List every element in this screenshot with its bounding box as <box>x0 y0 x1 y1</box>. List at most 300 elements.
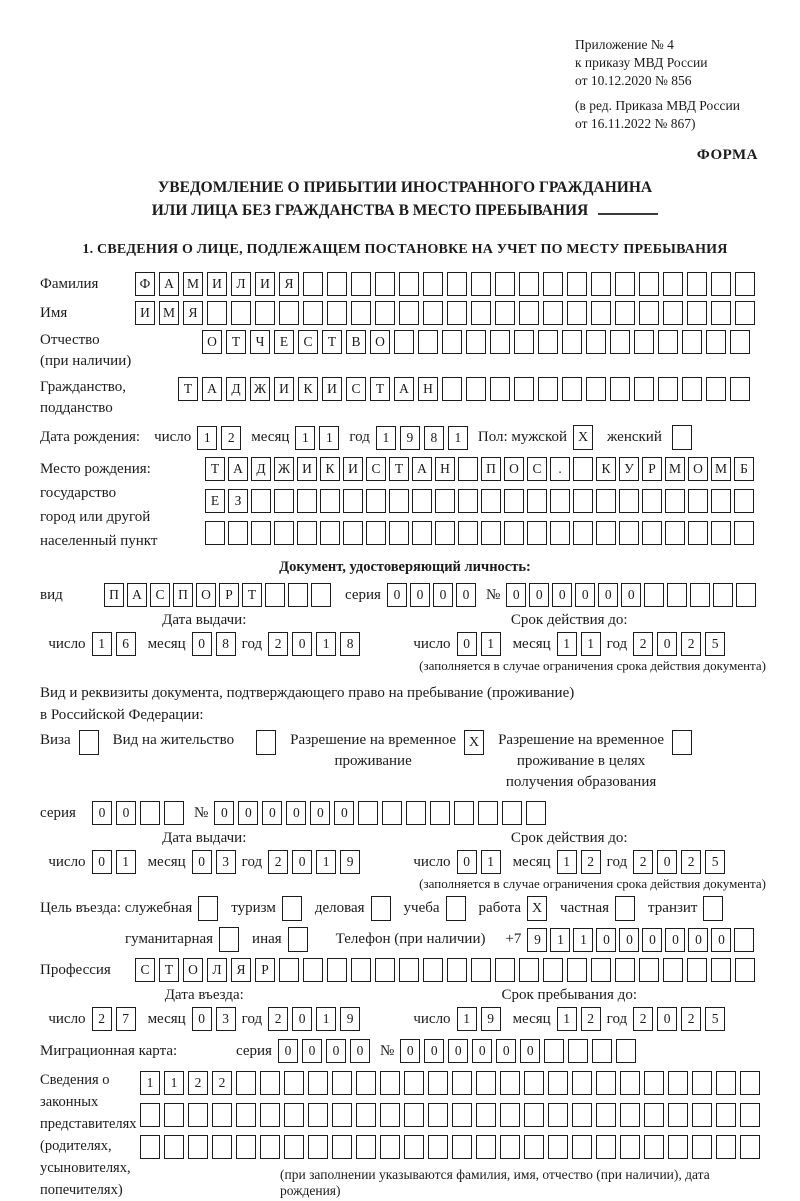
form-cell[interactable] <box>610 330 630 354</box>
form-cell[interactable] <box>519 272 539 296</box>
form-cell[interactable]: 2 <box>581 850 601 874</box>
form-cell[interactable]: 1 <box>557 850 577 874</box>
form-cell[interactable]: 2 <box>633 632 653 656</box>
form-cell[interactable] <box>502 801 522 825</box>
form-cell[interactable] <box>394 330 414 354</box>
form-cell[interactable] <box>404 1103 424 1127</box>
residence-permit-checkbox[interactable] <box>256 730 276 755</box>
form-cell[interactable]: 0 <box>619 928 639 952</box>
form-cell[interactable]: С <box>366 457 386 481</box>
form-cell[interactable]: Т <box>322 330 342 354</box>
form-cell[interactable]: Р <box>255 958 275 982</box>
form-cell[interactable]: З <box>228 489 248 513</box>
form-cell[interactable] <box>663 958 683 982</box>
form-cell[interactable] <box>682 377 702 401</box>
form-cell[interactable] <box>567 272 587 296</box>
form-cell[interactable] <box>251 489 271 513</box>
form-cell[interactable] <box>526 801 546 825</box>
form-cell[interactable] <box>430 801 450 825</box>
form-cell[interactable]: 1 <box>557 632 577 656</box>
form-cell[interactable]: 1 <box>295 426 315 450</box>
form-cell[interactable]: 1 <box>550 928 570 952</box>
form-cell[interactable] <box>735 301 755 325</box>
form-cell[interactable]: Т <box>178 377 198 401</box>
form-cell[interactable]: К <box>596 457 616 481</box>
form-cell[interactable] <box>591 958 611 982</box>
form-cell[interactable] <box>356 1135 376 1159</box>
form-cell[interactable] <box>716 1135 736 1159</box>
form-cell[interactable] <box>212 1135 232 1159</box>
form-cell[interactable]: 0 <box>596 928 616 952</box>
form-cell[interactable]: А <box>127 583 147 607</box>
form-cell[interactable] <box>284 1135 304 1159</box>
form-cell[interactable] <box>548 1071 568 1095</box>
form-cell[interactable]: С <box>346 377 366 401</box>
form-cell[interactable] <box>308 1135 328 1159</box>
form-cell[interactable]: Н <box>418 377 438 401</box>
form-cell[interactable] <box>452 1135 472 1159</box>
form-cell[interactable]: 0 <box>310 801 330 825</box>
form-cell[interactable]: 0 <box>410 583 430 607</box>
form-cell[interactable]: 1 <box>573 928 593 952</box>
form-cell[interactable] <box>442 377 462 401</box>
form-cell[interactable]: 2 <box>681 850 701 874</box>
form-cell[interactable] <box>332 1071 352 1095</box>
form-cell[interactable]: 9 <box>340 1007 360 1031</box>
form-cell[interactable]: А <box>228 457 248 481</box>
form-cell[interactable]: 1 <box>197 426 217 450</box>
form-cell[interactable] <box>495 958 515 982</box>
form-cell[interactable] <box>380 1135 400 1159</box>
form-cell[interactable] <box>644 1103 664 1127</box>
form-cell[interactable]: 0 <box>448 1039 468 1063</box>
form-cell[interactable] <box>423 272 443 296</box>
form-cell[interactable] <box>740 1071 760 1095</box>
form-cell[interactable]: 0 <box>457 632 477 656</box>
form-cell[interactable]: М <box>159 301 179 325</box>
form-cell[interactable] <box>435 489 455 513</box>
form-cell[interactable]: 1 <box>481 632 501 656</box>
form-cell[interactable]: Ф <box>135 272 155 296</box>
form-cell[interactable] <box>639 301 659 325</box>
form-cell[interactable] <box>351 958 371 982</box>
form-cell[interactable] <box>706 377 726 401</box>
form-cell[interactable] <box>596 521 616 545</box>
form-cell[interactable] <box>692 1103 712 1127</box>
form-cell[interactable]: И <box>135 301 155 325</box>
form-cell[interactable] <box>351 301 371 325</box>
form-cell[interactable]: К <box>320 457 340 481</box>
form-cell[interactable] <box>481 521 501 545</box>
form-cell[interactable]: 2 <box>581 1007 601 1031</box>
form-cell[interactable] <box>481 489 501 513</box>
form-cell[interactable] <box>665 521 685 545</box>
form-cell[interactable]: Д <box>226 377 246 401</box>
form-cell[interactable] <box>543 301 563 325</box>
form-cell[interactable]: 1 <box>457 1007 477 1031</box>
form-cell[interactable] <box>527 489 547 513</box>
form-cell[interactable] <box>514 330 534 354</box>
form-cell[interactable] <box>572 1071 592 1095</box>
form-cell[interactable] <box>311 583 331 607</box>
form-cell[interactable] <box>490 377 510 401</box>
form-cell[interactable] <box>615 958 635 982</box>
form-cell[interactable] <box>447 301 467 325</box>
form-cell[interactable]: И <box>207 272 227 296</box>
form-cell[interactable] <box>375 272 395 296</box>
form-cell[interactable] <box>399 958 419 982</box>
form-cell[interactable] <box>524 1103 544 1127</box>
form-cell[interactable] <box>452 1103 472 1127</box>
form-cell[interactable] <box>435 521 455 545</box>
form-cell[interactable]: К <box>298 377 318 401</box>
form-cell[interactable] <box>687 958 707 982</box>
form-cell[interactable] <box>274 489 294 513</box>
form-cell[interactable] <box>399 301 419 325</box>
form-cell[interactable] <box>140 1103 160 1127</box>
form-cell[interactable] <box>592 1039 612 1063</box>
form-cell[interactable]: М <box>183 272 203 296</box>
form-cell[interactable] <box>380 1071 400 1095</box>
form-cell[interactable] <box>327 272 347 296</box>
form-cell[interactable] <box>668 1135 688 1159</box>
form-cell[interactable] <box>356 1071 376 1095</box>
form-cell[interactable] <box>538 330 558 354</box>
form-cell[interactable] <box>303 272 323 296</box>
form-cell[interactable]: У <box>619 457 639 481</box>
form-cell[interactable]: О <box>688 457 708 481</box>
form-cell[interactable]: 2 <box>681 632 701 656</box>
form-cell[interactable] <box>140 801 160 825</box>
form-cell[interactable] <box>212 1103 232 1127</box>
form-cell[interactable] <box>389 521 409 545</box>
form-cell[interactable]: Т <box>389 457 409 481</box>
form-cell[interactable] <box>471 301 491 325</box>
form-cell[interactable] <box>573 457 593 481</box>
form-cell[interactable] <box>572 1103 592 1127</box>
form-cell[interactable] <box>332 1135 352 1159</box>
form-cell[interactable]: П <box>104 583 124 607</box>
form-cell[interactable]: 0 <box>278 1039 298 1063</box>
form-cell[interactable]: 7 <box>116 1007 136 1031</box>
form-cell[interactable] <box>356 1103 376 1127</box>
form-cell[interactable] <box>375 301 395 325</box>
form-cell[interactable]: 6 <box>116 632 136 656</box>
form-cell[interactable] <box>406 801 426 825</box>
form-cell[interactable] <box>591 301 611 325</box>
form-cell[interactable]: 0 <box>529 583 549 607</box>
form-cell[interactable] <box>586 330 606 354</box>
form-cell[interactable]: Р <box>219 583 239 607</box>
form-cell[interactable] <box>500 1135 520 1159</box>
form-cell[interactable]: 1 <box>316 1007 336 1031</box>
form-cell[interactable]: Т <box>159 958 179 982</box>
form-cell[interactable] <box>500 1071 520 1095</box>
form-cell[interactable]: Ж <box>250 377 270 401</box>
form-cell[interactable]: 3 <box>216 850 236 874</box>
form-cell[interactable] <box>274 521 294 545</box>
form-cell[interactable] <box>454 801 474 825</box>
form-cell[interactable] <box>332 1103 352 1127</box>
form-cell[interactable] <box>711 958 731 982</box>
form-cell[interactable] <box>642 489 662 513</box>
form-cell[interactable]: 0 <box>665 928 685 952</box>
form-cell[interactable] <box>687 301 707 325</box>
form-cell[interactable] <box>255 301 275 325</box>
form-cell[interactable] <box>591 272 611 296</box>
visa-checkbox[interactable] <box>79 730 99 755</box>
form-cell[interactable] <box>452 1071 472 1095</box>
form-cell[interactable] <box>573 489 593 513</box>
form-cell[interactable]: 0 <box>642 928 662 952</box>
form-cell[interactable]: 0 <box>657 1007 677 1031</box>
form-cell[interactable] <box>458 457 478 481</box>
form-cell[interactable]: Ч <box>250 330 270 354</box>
form-cell[interactable] <box>164 1135 184 1159</box>
form-cell[interactable] <box>596 1135 616 1159</box>
form-cell[interactable] <box>236 1135 256 1159</box>
other-checkbox[interactable] <box>288 927 308 952</box>
form-cell[interactable]: А <box>412 457 432 481</box>
form-cell[interactable] <box>690 583 710 607</box>
form-cell[interactable] <box>568 1039 588 1063</box>
form-cell[interactable]: 1 <box>376 426 396 450</box>
form-cell[interactable] <box>260 1071 280 1095</box>
form-cell[interactable]: 0 <box>192 632 212 656</box>
form-cell[interactable] <box>615 272 635 296</box>
form-cell[interactable] <box>740 1103 760 1127</box>
form-cell[interactable] <box>735 958 755 982</box>
form-cell[interactable]: 0 <box>400 1039 420 1063</box>
humanitarian-checkbox[interactable] <box>219 927 239 952</box>
form-cell[interactable]: 8 <box>216 632 236 656</box>
form-cell[interactable] <box>524 1071 544 1095</box>
form-cell[interactable] <box>572 1135 592 1159</box>
form-cell[interactable]: Т <box>242 583 262 607</box>
form-cell[interactable]: 1 <box>316 632 336 656</box>
form-cell[interactable] <box>663 301 683 325</box>
form-cell[interactable]: 0 <box>496 1039 516 1063</box>
form-cell[interactable]: М <box>711 457 731 481</box>
form-cell[interactable]: О <box>202 330 222 354</box>
form-cell[interactable]: 0 <box>387 583 407 607</box>
form-cell[interactable]: Л <box>231 272 251 296</box>
form-cell[interactable] <box>188 1135 208 1159</box>
form-cell[interactable]: А <box>159 272 179 296</box>
form-cell[interactable] <box>688 489 708 513</box>
form-cell[interactable] <box>734 521 754 545</box>
form-cell[interactable] <box>644 1135 664 1159</box>
form-cell[interactable]: 0 <box>457 850 477 874</box>
form-cell[interactable] <box>527 521 547 545</box>
form-cell[interactable]: 0 <box>292 1007 312 1031</box>
form-cell[interactable] <box>423 958 443 982</box>
form-cell[interactable]: 8 <box>424 426 444 450</box>
form-cell[interactable] <box>303 301 323 325</box>
form-cell[interactable]: Е <box>274 330 294 354</box>
form-cell[interactable]: 1 <box>581 632 601 656</box>
form-cell[interactable] <box>514 377 534 401</box>
form-cell[interactable] <box>573 521 593 545</box>
form-cell[interactable] <box>284 1071 304 1095</box>
form-cell[interactable]: 2 <box>268 850 288 874</box>
form-cell[interactable] <box>476 1103 496 1127</box>
form-cell[interactable] <box>548 1135 568 1159</box>
form-cell[interactable] <box>389 489 409 513</box>
form-cell[interactable] <box>634 330 654 354</box>
form-cell[interactable] <box>538 377 558 401</box>
form-cell[interactable]: Б <box>734 457 754 481</box>
form-cell[interactable] <box>713 583 733 607</box>
form-cell[interactable] <box>466 330 486 354</box>
form-cell[interactable] <box>567 958 587 982</box>
form-cell[interactable] <box>404 1135 424 1159</box>
form-cell[interactable] <box>519 958 539 982</box>
form-cell[interactable]: М <box>665 457 685 481</box>
form-cell[interactable] <box>265 583 285 607</box>
form-cell[interactable] <box>740 1135 760 1159</box>
form-cell[interactable]: Д <box>251 457 271 481</box>
form-cell[interactable] <box>642 521 662 545</box>
form-cell[interactable]: 0 <box>292 632 312 656</box>
form-cell[interactable] <box>730 330 750 354</box>
form-cell[interactable]: 0 <box>192 850 212 874</box>
form-cell[interactable] <box>380 1103 400 1127</box>
form-cell[interactable] <box>658 330 678 354</box>
form-cell[interactable] <box>428 1071 448 1095</box>
form-cell[interactable] <box>665 489 685 513</box>
form-cell[interactable]: 0 <box>286 801 306 825</box>
form-cell[interactable]: 1 <box>164 1071 184 1095</box>
form-cell[interactable]: И <box>255 272 275 296</box>
form-cell[interactable] <box>343 521 363 545</box>
form-cell[interactable]: 9 <box>527 928 547 952</box>
form-cell[interactable]: О <box>196 583 216 607</box>
form-cell[interactable] <box>399 272 419 296</box>
form-cell[interactable] <box>658 377 678 401</box>
form-cell[interactable] <box>251 521 271 545</box>
study-checkbox[interactable] <box>446 896 466 921</box>
form-cell[interactable]: С <box>298 330 318 354</box>
form-cell[interactable]: 5 <box>705 850 725 874</box>
form-cell[interactable] <box>620 1103 640 1127</box>
business-checkbox[interactable] <box>371 896 391 921</box>
form-cell[interactable]: 0 <box>688 928 708 952</box>
form-cell[interactable] <box>447 958 467 982</box>
form-cell[interactable] <box>366 489 386 513</box>
form-cell[interactable]: О <box>504 457 524 481</box>
form-cell[interactable] <box>418 330 438 354</box>
form-cell[interactable] <box>519 301 539 325</box>
form-cell[interactable] <box>279 958 299 982</box>
form-cell[interactable] <box>734 489 754 513</box>
form-cell[interactable]: 1 <box>92 632 112 656</box>
form-cell[interactable]: 5 <box>705 632 725 656</box>
temp-residence-checkbox[interactable]: X <box>464 730 484 755</box>
form-cell[interactable] <box>615 301 635 325</box>
form-cell[interactable]: Я <box>183 301 203 325</box>
form-cell[interactable] <box>412 521 432 545</box>
form-cell[interactable]: 0 <box>472 1039 492 1063</box>
form-cell[interactable]: 1 <box>316 850 336 874</box>
form-cell[interactable]: В <box>346 330 366 354</box>
form-cell[interactable] <box>288 583 308 607</box>
form-cell[interactable]: Т <box>226 330 246 354</box>
form-cell[interactable] <box>343 489 363 513</box>
form-cell[interactable] <box>260 1103 280 1127</box>
form-cell[interactable] <box>308 1103 328 1127</box>
form-cell[interactable]: И <box>322 377 342 401</box>
work-checkbox[interactable]: X <box>527 896 547 921</box>
sex-female-checkbox[interactable] <box>672 425 692 450</box>
form-cell[interactable]: 0 <box>424 1039 444 1063</box>
form-cell[interactable]: Т <box>370 377 390 401</box>
form-cell[interactable]: Я <box>231 958 251 982</box>
form-cell[interactable]: С <box>135 958 155 982</box>
form-cell[interactable] <box>442 330 462 354</box>
form-cell[interactable]: П <box>481 457 501 481</box>
form-cell[interactable]: 0 <box>520 1039 540 1063</box>
form-cell[interactable]: 0 <box>192 1007 212 1031</box>
form-cell[interactable] <box>504 489 524 513</box>
form-cell[interactable]: 1 <box>319 426 339 450</box>
form-cell[interactable] <box>567 301 587 325</box>
form-cell[interactable]: 0 <box>238 801 258 825</box>
form-cell[interactable] <box>711 489 731 513</box>
form-cell[interactable] <box>490 330 510 354</box>
form-cell[interactable] <box>596 489 616 513</box>
form-cell[interactable] <box>428 1135 448 1159</box>
form-cell[interactable] <box>692 1135 712 1159</box>
form-cell[interactable] <box>711 521 731 545</box>
form-cell[interactable]: 9 <box>400 426 420 450</box>
form-cell[interactable] <box>471 958 491 982</box>
form-cell[interactable]: 5 <box>705 1007 725 1031</box>
form-cell[interactable]: 0 <box>506 583 526 607</box>
form-cell[interactable]: 0 <box>657 850 677 874</box>
form-cell[interactable]: И <box>343 457 363 481</box>
form-cell[interactable]: 2 <box>268 632 288 656</box>
form-cell[interactable] <box>228 521 248 545</box>
form-cell[interactable] <box>495 301 515 325</box>
form-cell[interactable] <box>140 1135 160 1159</box>
form-cell[interactable]: 0 <box>334 801 354 825</box>
form-cell[interactable] <box>634 377 654 401</box>
form-cell[interactable] <box>548 1103 568 1127</box>
form-cell[interactable] <box>327 301 347 325</box>
form-cell[interactable]: Н <box>435 457 455 481</box>
form-cell[interactable]: Ж <box>274 457 294 481</box>
form-cell[interactable]: Т <box>205 457 225 481</box>
form-cell[interactable] <box>423 301 443 325</box>
form-cell[interactable] <box>382 801 402 825</box>
form-cell[interactable] <box>375 958 395 982</box>
form-cell[interactable]: 0 <box>92 801 112 825</box>
form-cell[interactable] <box>688 521 708 545</box>
form-cell[interactable]: 0 <box>350 1039 370 1063</box>
form-cell[interactable] <box>619 489 639 513</box>
form-cell[interactable] <box>524 1135 544 1159</box>
form-cell[interactable] <box>500 1103 520 1127</box>
form-cell[interactable] <box>644 583 664 607</box>
form-cell[interactable]: С <box>527 457 547 481</box>
form-cell[interactable] <box>236 1071 256 1095</box>
form-cell[interactable] <box>188 1103 208 1127</box>
form-cell[interactable] <box>351 272 371 296</box>
form-cell[interactable] <box>404 1071 424 1095</box>
form-cell[interactable] <box>308 1071 328 1095</box>
form-cell[interactable]: О <box>370 330 390 354</box>
